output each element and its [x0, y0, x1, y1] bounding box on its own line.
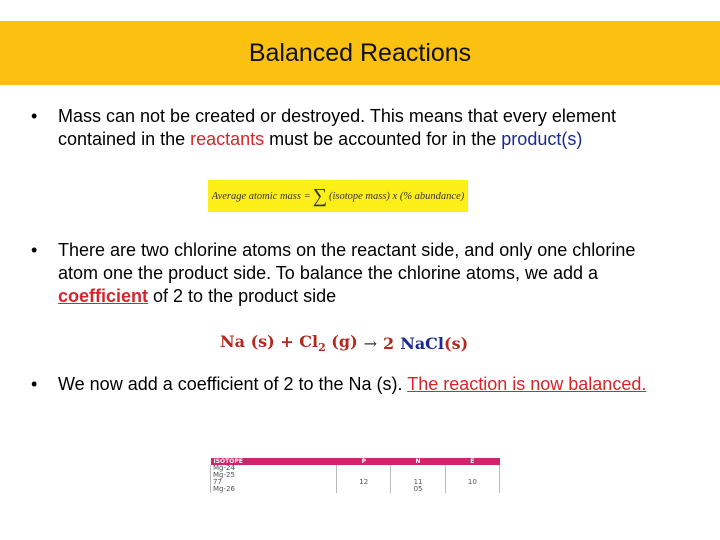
balanced-statement: The reaction is now balanced. — [407, 374, 647, 394]
sigma-symbol: ∑ — [312, 185, 327, 207]
title-bar — [0, 21, 720, 85]
table-row — [211, 479, 500, 486]
table-cell: 05 — [391, 486, 445, 493]
bullet-text — [58, 239, 671, 308]
bullet-text-part: We now add a coefficient of 2 to the Na (s). — [58, 374, 408, 394]
table-cell — [391, 465, 445, 472]
cl-subscript: 2 — [318, 341, 326, 355]
reactants-term: reactants — [190, 129, 265, 149]
bullet-text-part: There are two chlorine atoms on the reactant side, and only one chlorine atom one the product side. To balance the chlorine atoms, we add a — [58, 240, 636, 283]
table-header-row — [211, 458, 500, 465]
bullet-marker: • — [31, 106, 38, 126]
reactants — [220, 332, 358, 354]
bullet-balanced — [31, 373, 671, 396]
bullet-mass-conservation — [31, 105, 671, 151]
bullet-marker: • — [31, 240, 38, 260]
coefficient-term: coefficient — [58, 286, 149, 306]
table-cell: 10 — [445, 479, 499, 486]
formula-left: Average atomic mass = — [211, 190, 311, 202]
bullet-text — [58, 105, 671, 151]
product-nacl: NaCl — [400, 333, 444, 353]
reactant-na-cl: Na (s) + Cl — [220, 331, 319, 351]
products-term: product(s) — [501, 129, 583, 149]
slide-title: Balanced Reactions — [248, 38, 472, 67]
table-cell: 77 — [211, 479, 337, 486]
table-header: E — [445, 458, 499, 465]
bullet-marker: • — [31, 374, 38, 394]
table-cell — [445, 465, 499, 472]
table-header: N — [391, 458, 445, 465]
table-cell: Mg-24 — [211, 465, 337, 472]
bullet-text — [58, 373, 671, 396]
bullet-chlorine-atoms — [31, 239, 671, 308]
bullet-text-part: of 2 to the product side — [148, 286, 337, 306]
solid-state: (s) — [444, 333, 469, 353]
average-atomic-mass-formula — [208, 180, 468, 212]
table-cell — [445, 486, 499, 493]
gas-state: (g) — [325, 331, 358, 351]
reaction-arrow-icon: → — [363, 333, 378, 353]
table-cell: 12 — [337, 479, 391, 486]
table-row — [211, 486, 500, 493]
isotope-table — [210, 458, 500, 493]
table-cell — [337, 465, 391, 472]
table-cell: Mg-26 — [211, 486, 337, 493]
formula-right: (isotope mass) x (% abundance) — [328, 190, 465, 202]
table-header: P — [337, 458, 391, 465]
table-header: ISOTOPE — [211, 458, 337, 465]
table-cell: Mg-25 — [211, 472, 337, 479]
bullet-text-part: must be accounted for in the — [264, 129, 502, 149]
product-coefficient: 2 — [383, 333, 395, 353]
table-row — [211, 472, 500, 479]
chemical-equation — [220, 328, 480, 358]
table-cell — [337, 486, 391, 493]
table-row — [211, 465, 500, 472]
bullet-text-part: Mass can not be created or destroyed. This means that every element contained in the — [58, 106, 616, 149]
table-cell: 11 — [391, 479, 445, 486]
